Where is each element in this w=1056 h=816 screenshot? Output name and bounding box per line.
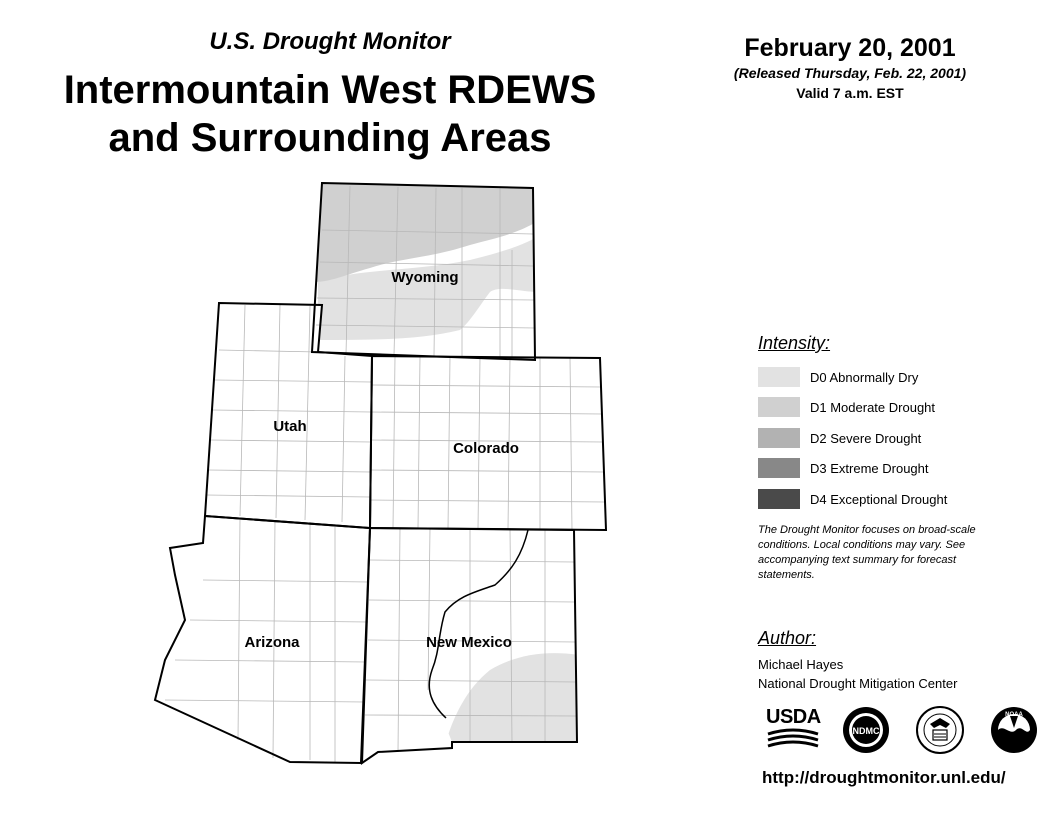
title-line-2: and Surrounding Areas (108, 116, 552, 160)
author-org: National Drought Mitigation Center (758, 676, 958, 691)
legend-title: Intensity: (758, 333, 831, 353)
state-label-utah: Utah (273, 418, 307, 435)
usda-waves-icon (766, 728, 820, 748)
legend-swatch-d1 (758, 397, 800, 417)
legend-item-d3 (758, 457, 929, 479)
legend-swatch-d2 (758, 428, 800, 448)
note-line-3: accompanying text summary for forecast (758, 554, 957, 566)
note-line-1: The Drought Monitor focuses on broad-scale (758, 524, 976, 536)
author-title: Author: (758, 628, 817, 648)
noaa-logo-text: NOAA (1005, 712, 1023, 718)
usda-logo-text: USDA (766, 706, 821, 728)
legend-swatch-d0 (758, 367, 800, 387)
note-line-4: statements. (758, 569, 815, 581)
ndmc-logo-icon (842, 706, 890, 754)
note-line-2: conditions. Local conditions may vary. See (758, 539, 966, 551)
date-block (700, 33, 1000, 103)
state-label-colorado: Colorado (453, 440, 519, 457)
state-label-new-mexico: New Mexico (426, 634, 512, 651)
legend-label-d4: D4 Exceptional Drought (810, 491, 948, 507)
usda-logo-icon (766, 706, 820, 748)
valid-time: Valid 7 a.m. EST (796, 85, 904, 101)
legend-swatch-d4 (758, 489, 800, 509)
state-label-arizona: Arizona (244, 634, 300, 651)
legend-label-d2: D2 Severe Drought (810, 430, 922, 446)
state-label-wyoming: Wyoming (391, 269, 459, 286)
release-date: (Released Thursday, Feb. 22, 2001) (733, 65, 967, 81)
legend-label-d3: D3 Extreme Drought (810, 460, 929, 476)
legend-label-d0: D0 Abnormally Dry (810, 369, 919, 385)
commerce-seal-icon (916, 706, 964, 754)
noaa-logo-icon (990, 706, 1038, 754)
title-line-1: Intermountain West RDEWS (63, 68, 597, 112)
legend-item-d4 (758, 488, 947, 510)
legend-item-d1 (758, 396, 935, 418)
author-name: Michael Hayes (758, 657, 844, 672)
ndmc-logo-text: NDMC (852, 726, 880, 736)
legend-item-d0 (758, 366, 918, 388)
legend-item-d2 (758, 427, 921, 449)
legend-label-d1: D1 Moderate Drought (810, 399, 936, 415)
website-url: http://droughtmonitor.unl.edu/ (762, 768, 1006, 787)
map-subtitle: U.S. Drought Monitor (209, 28, 451, 55)
disclaimer-note (758, 523, 1038, 583)
legend-swatch-d3 (758, 458, 800, 478)
map-date: February 20, 2001 (744, 34, 956, 62)
